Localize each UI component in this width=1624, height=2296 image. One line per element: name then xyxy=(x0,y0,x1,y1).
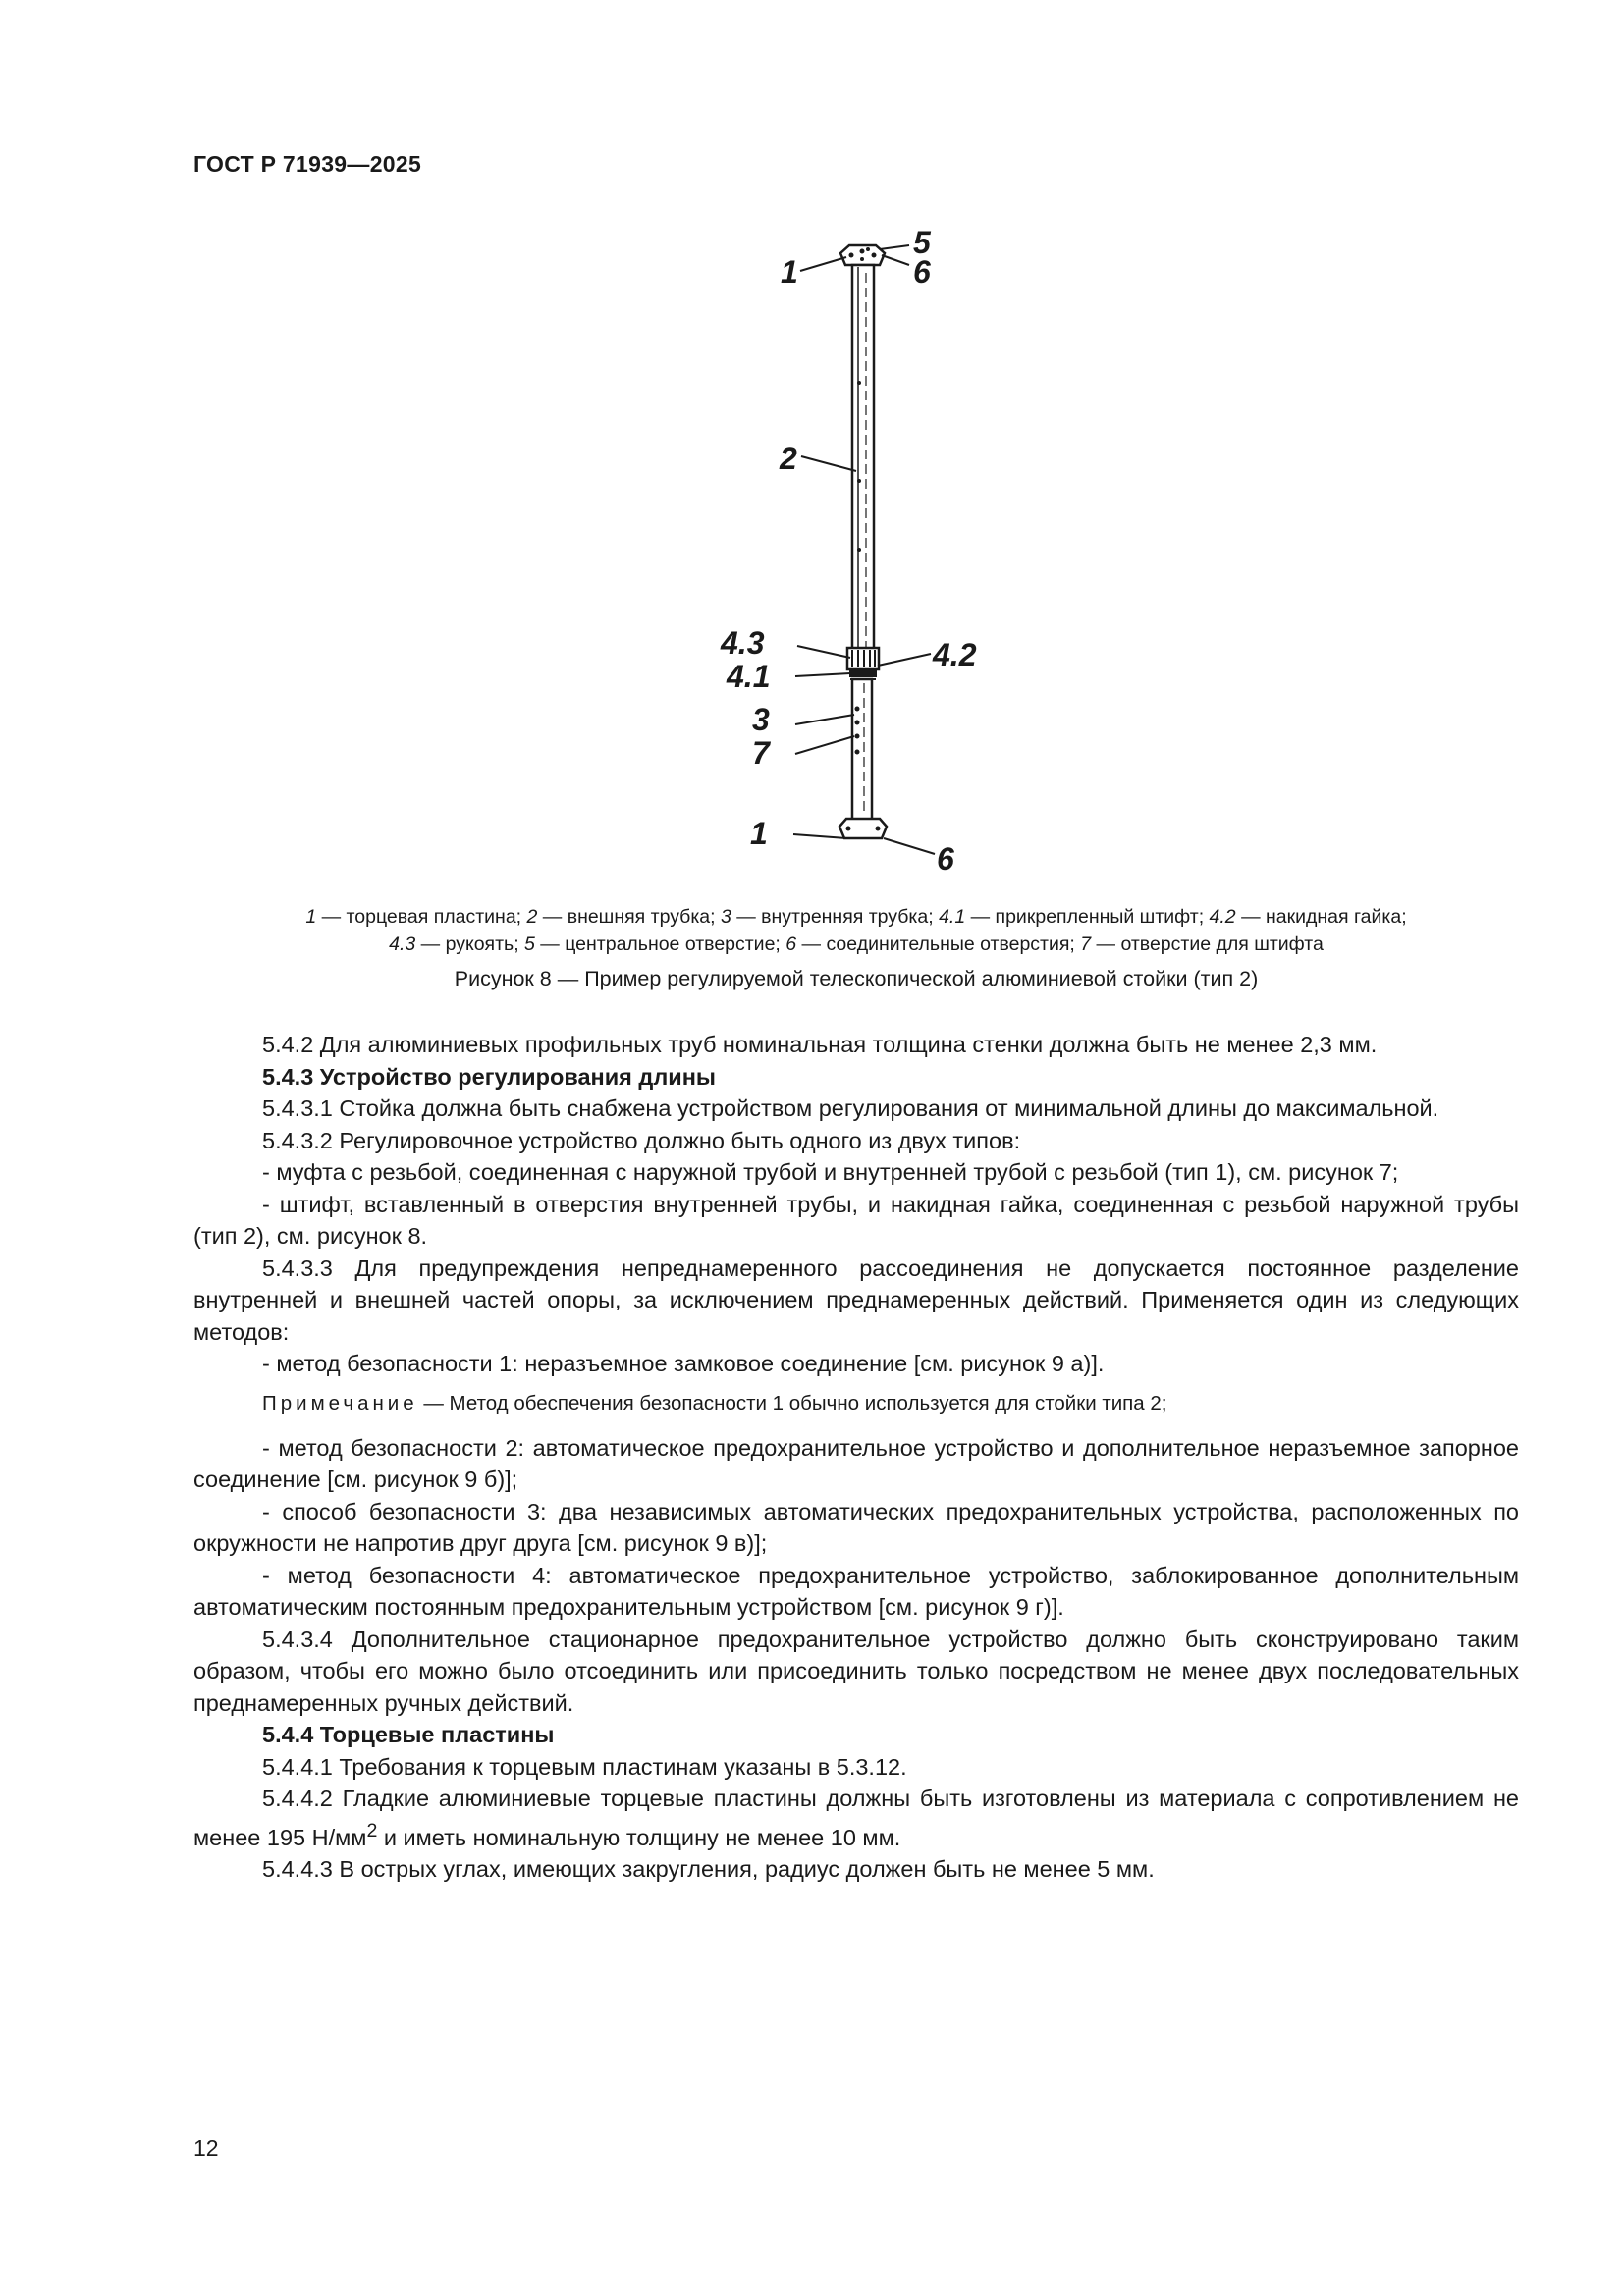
note xyxy=(193,1389,1519,1418)
legend-text-6: — соединительные отверстия; xyxy=(796,934,1081,955)
callout-4-2: 4.2 xyxy=(933,637,977,672)
superscript-2: 2 xyxy=(366,1819,378,1842)
document-header: ГОСТ Р 71939—2025 xyxy=(193,151,422,177)
paragraph-5-4-3-1: 5.4.3.1 Стойка должна быть снабжена устройством регулирования от минимальной длины до максимальной. xyxy=(262,1095,1439,1121)
callout-5: 5 xyxy=(913,226,931,260)
list-item-method-3: - способ безопасности 3: два независимых автоматических предохранительных устройства, расположенных по окружности не напротив друг друга [см. рисунок 9 в)]; xyxy=(193,1498,1519,1556)
inner-tube xyxy=(852,679,872,822)
top-end-plate xyxy=(840,245,885,265)
telescopic-prop-drawing xyxy=(687,226,1041,874)
legend-key-2: 2 xyxy=(526,906,538,928)
callout-4-3: 4.3 xyxy=(721,625,765,661)
callout-4-1: 4.1 xyxy=(727,659,771,694)
paragraph-5-4-4-2-text-end: и иметь номинальную толщину не менее 10 мм. xyxy=(377,1824,901,1850)
heading-5-4-3: 5.4.3 Устройство регулирования длины xyxy=(262,1063,716,1090)
callout-7: 7 xyxy=(752,735,770,771)
legend-key-3: 3 xyxy=(720,906,731,928)
paragraph-5-4-3-3: 5.4.3.3 Для предупреждения непреднамеренного рассоединения не допускается постоянное разделение внутренней и внешней частей опоры, за исключением преднамеренных действий. Применяется один из следующих методов: xyxy=(193,1255,1519,1345)
heading-5-4-4: 5.4.4 Торцевые пластины xyxy=(262,1722,555,1747)
callout-1-bottom: 1 xyxy=(750,816,768,851)
page-number: 12 xyxy=(193,2135,219,2161)
list-item-method-2: - метод безопасности 2: автоматическое предохранительное устройство и дополнительное неразъемное запорное соединение [см. рисунок 9 б)]; xyxy=(193,1434,1519,1492)
document-body xyxy=(193,1029,1519,1885)
paragraph-5-4-4-3: 5.4.4.3 В острых углах, имеющих закругления, радиус должен быть не менее 5 мм. xyxy=(262,1855,1155,1882)
figure-legend xyxy=(193,903,1519,958)
legend-line-1 xyxy=(193,903,1519,931)
legend-text-7: — отверстие для штифта xyxy=(1091,934,1324,955)
legend-key-4-3: 4.3 xyxy=(389,934,416,955)
paragraph-5-4-3-4: 5.4.3.4 Дополнительное стационарное предохранительное устройство должно быть сконструировано таким образом, чтобы его можно было отсоединить или присоединить только посредством не менее двух последовательных преднамеренных ручных действий. xyxy=(193,1626,1519,1716)
union-nut xyxy=(847,648,879,679)
list-item-pin: - штифт, вставленный в отверстия внутренней трубы, и накидная гайка, соединенная с резьбой наружной трубы (тип 2), см. рисунок 8. xyxy=(193,1191,1519,1249)
outer-tube xyxy=(852,265,874,653)
callout-6-top: 6 xyxy=(913,254,931,290)
legend-line-2 xyxy=(193,931,1519,958)
legend-text-1: — торцевая пластина; xyxy=(316,906,527,928)
paragraph-5-4-3-2: 5.4.3.2 Регулировочное устройство должно быть одного из двух типов: xyxy=(262,1127,1021,1153)
legend-text-5: — центральное отверстие; xyxy=(534,934,786,955)
list-item-method-4: - метод безопасности 4: автоматическое предохранительное устройство, заблокированное дополнительным автоматическим постоянным предохранительным устройством [см. рисунок 9 г)]. xyxy=(193,1562,1519,1620)
legend-text-2: — внешняя трубка; xyxy=(537,906,721,928)
bottom-end-plate xyxy=(839,819,887,838)
note-text: — Метод обеспечения безопасности 1 обычно используется для стойки типа 2; xyxy=(417,1391,1167,1415)
legend-key-7: 7 xyxy=(1080,934,1092,955)
paragraph-5-4-4-1: 5.4.4.1 Требования к торцевым пластинам указаны в 5.3.12. xyxy=(262,1753,907,1780)
figure-telescopic-prop xyxy=(687,226,1041,874)
callout-2: 2 xyxy=(780,441,797,476)
paragraph-5-4-2: 5.4.2 Для алюминиевых профильных труб номинальная толщина стенки должна быть не менее 2,3 мм. xyxy=(262,1032,1378,1057)
legend-key-4-1: 4.1 xyxy=(939,906,966,928)
legend-text-4-3: — рукоять; xyxy=(415,934,525,955)
callout-3: 3 xyxy=(752,702,770,737)
legend-text-3: — внутренняя трубка; xyxy=(731,906,940,928)
list-item-method-1: - метод безопасности 1: неразъемное замковое соединение [см. рисунок 9 а)]. xyxy=(262,1351,1105,1376)
legend-key-1: 1 xyxy=(305,906,317,928)
callout-6-bottom: 6 xyxy=(937,841,954,874)
paragraph-5-4-4-2 xyxy=(193,1783,1519,1853)
callout-1-top: 1 xyxy=(781,254,798,290)
note-label: Примечание xyxy=(262,1391,418,1415)
legend-text-4-1: — прикрепленный штифт; xyxy=(965,906,1210,928)
legend-text-4-2: — накидная гайка; xyxy=(1235,906,1407,928)
list-item-coupling: - муфта с резьбой, соединенная с наружной трубой и внутренней трубой с резьбой (тип 1), см. рисунок 7; xyxy=(262,1159,1399,1185)
paragraph-5-4-4-2-text: 5.4.4.2 Гладкие алюминиевые торцевые пластины должны быть изготовлены из материала с сопротивлением не менее 195 Н/мм xyxy=(193,1786,1519,1850)
legend-key-6: 6 xyxy=(785,934,797,955)
legend-key-4-2: 4.2 xyxy=(1209,906,1236,928)
figure-caption: Рисунок 8 — Пример регулируемой телескопической алюминиевой стойки (тип 2) xyxy=(454,967,1259,990)
legend-key-5: 5 xyxy=(524,934,535,955)
